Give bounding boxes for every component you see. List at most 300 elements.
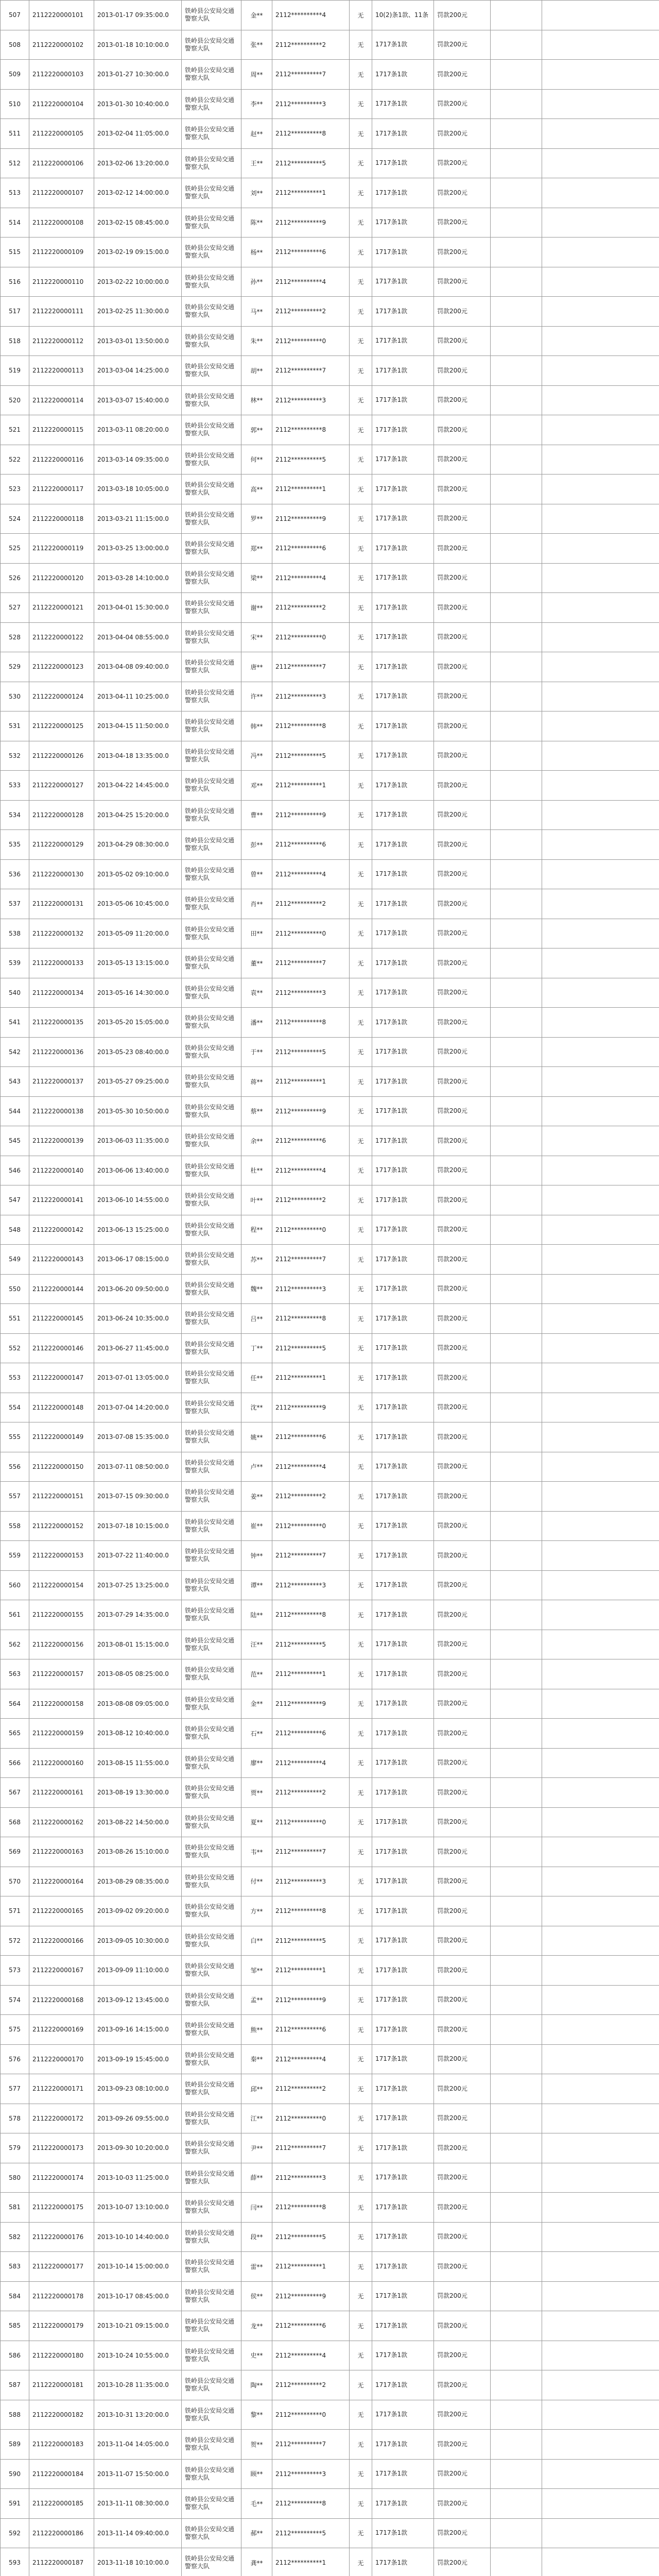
seq-cell: 576 [1,2044,29,2074]
time-cell: 2013-10-03 11:25:00.0 [94,2163,182,2193]
agency-cell: 铁岭县公安局交通警察大队 [182,297,241,327]
extra-cell-2 [542,1926,659,1956]
table-row [1,1778,659,1808]
table-row [1,1156,659,1185]
case-number-cell: 2112220000119 [29,534,94,564]
case-number-cell: 2112220000185 [29,2489,94,2519]
law-article-cell: 1717条1款 [372,1837,434,1867]
extra-cell-1 [491,1541,542,1571]
action-cell: 罚款200元 [434,2518,491,2548]
extra-cell-2 [542,652,659,682]
law-article-cell: 1717条1款 [372,1008,434,1038]
time-cell: 2013-10-07 13:10:00.0 [94,2193,182,2223]
time-cell: 2013-03-01 13:50:00.0 [94,326,182,356]
table-row [1,1393,659,1422]
id-cell: 2112**********0 [272,1215,350,1245]
action-cell: 罚款200元 [434,1748,491,1778]
case-number-cell: 2112220000113 [29,356,94,386]
id-cell: 2112**********2 [272,30,350,60]
action-cell: 罚款200元 [434,1274,491,1304]
name-cell: 高** [241,474,272,504]
action-cell: 罚款200元 [434,1956,491,1986]
certificate-cell: 无 [350,208,372,238]
extra-cell-1 [491,1570,542,1600]
seq-cell: 525 [1,534,29,564]
table-row [1,2163,659,2193]
id-cell: 2112**********7 [272,1837,350,1867]
agency-cell: 铁岭县公安局交通警察大队 [182,1541,241,1571]
table-row [1,356,659,386]
action-cell: 罚款200元 [434,1096,491,1126]
name-cell: 顾** [241,2459,272,2489]
table-row [1,445,659,474]
name-cell: 邓** [241,771,272,801]
action-cell: 罚款200元 [434,297,491,327]
action-cell: 罚款200元 [434,2133,491,2163]
certificate-cell: 无 [350,2133,372,2163]
seq-cell: 577 [1,2074,29,2104]
seq-cell: 508 [1,30,29,60]
agency-cell: 铁岭县公安局交通警察大队 [182,1422,241,1452]
agency-cell: 铁岭县公安局交通警察大队 [182,238,241,267]
name-cell: 姚** [241,1422,272,1452]
case-number-cell: 2112220000136 [29,1037,94,1067]
seq-cell: 554 [1,1393,29,1422]
id-cell: 2112**********5 [272,741,350,771]
table-row [1,1,659,30]
agency-cell: 铁岭县公安局交通警察大队 [182,1363,241,1393]
table-row [1,682,659,711]
table-row [1,652,659,682]
name-cell: 韦** [241,1837,272,1867]
seq-cell: 583 [1,2252,29,2282]
name-cell: 许** [241,682,272,711]
id-cell: 2112**********5 [272,148,350,178]
table-row [1,1956,659,1986]
agency-cell: 铁岭县公安局交通警察大队 [182,1452,241,1482]
time-cell: 2013-03-14 09:35:00.0 [94,445,182,474]
agency-cell: 铁岭县公安局交通警察大队 [182,1245,241,1275]
table-row [1,119,659,149]
case-number-cell: 2112220000144 [29,1274,94,1304]
name-cell: 田** [241,919,272,948]
id-cell: 2112**********3 [272,978,350,1008]
name-cell: 孟** [241,1985,272,2015]
extra-cell-2 [542,178,659,208]
id-cell: 2112**********5 [272,2518,350,2548]
extra-cell-1 [491,1156,542,1185]
case-number-cell: 2112220000147 [29,1363,94,1393]
seq-cell: 540 [1,978,29,1008]
law-article-cell: 1717条1款 [372,1304,434,1334]
table-row [1,2341,659,2370]
law-article-cell: 1717条1款 [372,89,434,119]
extra-cell-2 [542,60,659,90]
seq-cell: 509 [1,60,29,90]
certificate-cell: 无 [350,2489,372,2519]
case-number-cell: 2112220000179 [29,2311,94,2341]
extra-cell-2 [542,711,659,741]
name-cell: 贾** [241,1778,272,1808]
law-article-cell: 1717条1款 [372,2281,434,2311]
seq-cell: 581 [1,2193,29,2223]
extra-cell-2 [542,1393,659,1422]
seq-cell: 578 [1,2104,29,2133]
action-cell: 罚款200元 [434,1867,491,1896]
table-row [1,2370,659,2400]
law-article-cell: 1717条1款 [372,1185,434,1215]
time-cell: 2013-01-18 10:10:00.0 [94,30,182,60]
case-number-cell: 2112220000158 [29,1689,94,1719]
action-cell: 罚款200元 [434,2548,491,2576]
seq-cell: 591 [1,2489,29,2519]
id-cell: 2112**********8 [272,119,350,149]
case-number-cell: 2112220000134 [29,978,94,1008]
extra-cell-2 [542,1837,659,1867]
certificate-cell: 无 [350,919,372,948]
certificate-cell: 无 [350,1956,372,1986]
certificate-cell: 无 [350,830,372,860]
action-cell: 罚款200元 [434,1067,491,1097]
extra-cell-2 [542,919,659,948]
certificate-cell: 无 [350,1274,372,1304]
id-cell: 2112**********8 [272,1008,350,1038]
action-cell: 罚款200元 [434,1037,491,1067]
table-row [1,2044,659,2074]
name-cell: 闫** [241,2193,272,2223]
extra-cell-2 [542,1452,659,1482]
name-cell: 侯** [241,2281,272,2311]
law-article-cell: 1717条1款 [372,1363,434,1393]
case-number-cell: 2112220000109 [29,238,94,267]
seq-cell: 543 [1,1067,29,1097]
certificate-cell: 无 [350,445,372,474]
id-cell: 2112**********1 [272,1956,350,1986]
time-cell: 2013-05-02 09:10:00.0 [94,859,182,889]
case-number-cell: 2112220000155 [29,1600,94,1630]
extra-cell-2 [542,1067,659,1097]
case-number-cell: 2112220000131 [29,889,94,919]
table-row [1,1363,659,1393]
law-article-cell: 1717条1款 [372,30,434,60]
table-row [1,2281,659,2311]
law-article-cell: 1717条1款 [372,474,434,504]
certificate-cell: 无 [350,2193,372,2223]
agency-cell: 铁岭县公安局交通警察大队 [182,1926,241,1956]
id-cell: 2112**********7 [272,2430,350,2460]
extra-cell-2 [542,474,659,504]
agency-cell: 铁岭县公安局交通警察大队 [182,1956,241,1986]
name-cell: 郭** [241,415,272,445]
id-cell: 2112**********2 [272,889,350,919]
agency-cell: 铁岭县公安局交通警察大队 [182,445,241,474]
extra-cell-1 [491,1452,542,1482]
law-article-cell: 1717条1款 [372,2015,434,2045]
law-article-cell: 1717条1款 [372,859,434,889]
name-cell: 姜** [241,1482,272,1512]
id-cell: 2112**********3 [272,1867,350,1896]
action-cell: 罚款200元 [434,1778,491,1808]
extra-cell-2 [542,1215,659,1245]
agency-cell: 铁岭县公安局交通警察大队 [182,2341,241,2370]
seq-cell: 573 [1,1956,29,1986]
seq-cell: 587 [1,2370,29,2400]
extra-cell-1 [491,60,542,90]
seq-cell: 521 [1,415,29,445]
time-cell: 2013-09-19 15:45:00.0 [94,2044,182,2074]
action-cell: 罚款200元 [434,1333,491,1363]
action-cell: 罚款200元 [434,622,491,652]
case-number-cell: 2112220000187 [29,2548,94,2576]
extra-cell-2 [542,2311,659,2341]
name-cell: 冯** [241,741,272,771]
table-row [1,1126,659,1156]
agency-cell: 铁岭县公安局交通警察大队 [182,1837,241,1867]
id-cell: 2112**********6 [272,1126,350,1156]
law-article-cell: 1717条1款 [372,208,434,238]
extra-cell-2 [542,1037,659,1067]
action-cell: 罚款200元 [434,741,491,771]
time-cell: 2013-05-06 10:45:00.0 [94,889,182,919]
extra-cell-1 [491,30,542,60]
name-cell: 曾** [241,859,272,889]
id-cell: 2112**********2 [272,2074,350,2104]
id-cell: 2112**********3 [272,89,350,119]
id-cell: 2112**********8 [272,2193,350,2223]
time-cell: 2013-01-27 10:30:00.0 [94,60,182,90]
seq-cell: 571 [1,1896,29,1926]
certificate-cell: 无 [350,1896,372,1926]
extra-cell-1 [491,1304,542,1334]
time-cell: 2013-08-05 08:25:00.0 [94,1659,182,1689]
agency-cell: 铁岭县公安局交通警察大队 [182,682,241,711]
case-number-cell: 2112220000153 [29,1541,94,1571]
extra-cell-2 [542,1867,659,1896]
case-number-cell: 2112220000120 [29,563,94,593]
extra-cell-2 [542,356,659,386]
time-cell: 2013-08-22 14:50:00.0 [94,1807,182,1837]
name-cell: 熊** [241,2015,272,2045]
action-cell: 罚款200元 [434,2489,491,2519]
name-cell: 周** [241,60,272,90]
action-cell: 罚款200元 [434,1896,491,1926]
action-cell: 罚款200元 [434,2193,491,2223]
certificate-cell: 无 [350,682,372,711]
extra-cell-1 [491,119,542,149]
table-row [1,2518,659,2548]
law-article-cell: 10(2)条1款、11条 [372,1,434,30]
table-row [1,2311,659,2341]
extra-cell-1 [491,1511,542,1541]
action-cell: 罚款200元 [434,1541,491,1571]
action-cell: 罚款200元 [434,1422,491,1452]
case-number-cell: 2112220000186 [29,2518,94,2548]
name-cell: 白** [241,1926,272,1956]
agency-cell: 铁岭县公安局交通警察大队 [182,2370,241,2400]
law-article-cell: 1717条1款 [372,445,434,474]
extra-cell-2 [542,771,659,801]
certificate-cell: 无 [350,2252,372,2282]
extra-cell-1 [491,1630,542,1659]
law-article-cell: 1717条1款 [372,2548,434,2576]
law-article-cell: 1717条1款 [372,119,434,149]
time-cell: 2013-03-18 10:05:00.0 [94,474,182,504]
agency-cell: 铁岭县公安局交通警察大队 [182,1719,241,1749]
extra-cell-2 [542,385,659,415]
law-article-cell: 1717条1款 [372,1393,434,1422]
seq-cell: 510 [1,89,29,119]
law-article-cell: 1717条1款 [372,2370,434,2400]
id-cell: 2112**********9 [272,800,350,830]
agency-cell: 铁岭县公安局交通警察大队 [182,1126,241,1156]
table-row [1,1452,659,1482]
certificate-cell: 无 [350,385,372,415]
extra-cell-2 [542,2222,659,2252]
seq-cell: 542 [1,1037,29,1067]
id-cell: 2112**********7 [272,60,350,90]
law-article-cell: 1717条1款 [372,978,434,1008]
extra-cell-1 [491,2044,542,2074]
law-article-cell: 1717条1款 [372,1570,434,1600]
extra-cell-1 [491,2104,542,2133]
case-number-cell: 2112220000175 [29,2193,94,2223]
time-cell: 2013-06-10 14:55:00.0 [94,1185,182,1215]
case-number-cell: 2112220000156 [29,1630,94,1659]
table-row [1,1304,659,1334]
case-number-cell: 2112220000102 [29,30,94,60]
case-number-cell: 2112220000183 [29,2430,94,2460]
case-number-cell: 2112220000132 [29,919,94,948]
id-cell: 2112**********4 [272,563,350,593]
seq-cell: 588 [1,2400,29,2430]
certificate-cell: 无 [350,1215,372,1245]
agency-cell: 铁岭县公安局交通警察大队 [182,563,241,593]
seq-cell: 530 [1,682,29,711]
extra-cell-2 [542,830,659,860]
extra-cell-2 [542,2015,659,2045]
extra-cell-1 [491,385,542,415]
law-article-cell: 1717条1款 [372,2400,434,2430]
id-cell: 2112**********9 [272,208,350,238]
time-cell: 2013-04-15 11:50:00.0 [94,711,182,741]
time-cell: 2013-08-26 15:10:00.0 [94,1837,182,1867]
action-cell: 罚款200元 [434,1600,491,1630]
seq-cell: 544 [1,1096,29,1126]
name-cell: 丁** [241,1333,272,1363]
law-article-cell: 1717条1款 [372,2252,434,2282]
extra-cell-1 [491,652,542,682]
seq-cell: 590 [1,2459,29,2489]
id-cell: 2112**********0 [272,1511,350,1541]
extra-cell-2 [542,1600,659,1630]
extra-cell-2 [542,415,659,445]
action-cell: 罚款200元 [434,474,491,504]
name-cell: 秦** [241,2044,272,2074]
agency-cell: 铁岭县公安局交通警察大队 [182,1630,241,1659]
agency-cell: 铁岭县公安局交通警察大队 [182,2489,241,2519]
extra-cell-2 [542,1008,659,1038]
seq-cell: 574 [1,1985,29,2015]
id-cell: 2112**********6 [272,1422,350,1452]
name-cell: 廖** [241,1748,272,1778]
extra-cell-2 [542,1511,659,1541]
extra-cell-1 [491,238,542,267]
action-cell: 罚款200元 [434,2311,491,2341]
name-cell: 程** [241,1215,272,1245]
extra-cell-2 [542,2281,659,2311]
name-cell: 石** [241,1719,272,1749]
seq-cell: 551 [1,1304,29,1334]
name-cell: 夏** [241,1807,272,1837]
id-cell: 2112**********2 [272,297,350,327]
action-cell: 罚款200元 [434,593,491,623]
seq-cell: 549 [1,1245,29,1275]
action-cell: 罚款200元 [434,1452,491,1482]
agency-cell: 铁岭县公安局交通警察大队 [182,1482,241,1512]
time-cell: 2013-10-17 08:45:00.0 [94,2281,182,2311]
extra-cell-2 [542,297,659,327]
extra-cell-1 [491,534,542,564]
law-article-cell: 1717条1款 [372,267,434,297]
certificate-cell: 无 [350,1304,372,1334]
certificate-cell: 无 [350,1719,372,1749]
action-cell: 罚款200元 [434,859,491,889]
id-cell: 2112**********7 [272,1245,350,1275]
extra-cell-1 [491,208,542,238]
case-number-cell: 2112220000122 [29,622,94,652]
law-article-cell: 1717条1款 [372,2133,434,2163]
table-row [1,1422,659,1452]
action-cell: 罚款200元 [434,238,491,267]
case-number-cell: 2112220000117 [29,474,94,504]
name-cell: 潘** [241,1008,272,1038]
extra-cell-2 [542,1630,659,1659]
case-number-cell: 2112220000130 [29,859,94,889]
extra-cell-2 [542,1126,659,1156]
name-cell: 谢** [241,593,272,623]
certificate-cell: 无 [350,1037,372,1067]
agency-cell: 铁岭县公安局交通警察大队 [182,741,241,771]
table-row [1,415,659,445]
extra-cell-1 [491,2133,542,2163]
agency-cell: 铁岭县公安局交通警察大队 [182,2133,241,2163]
agency-cell: 铁岭县公安局交通警察大队 [182,1867,241,1896]
seq-cell: 564 [1,1689,29,1719]
id-cell: 2112**********1 [272,1659,350,1689]
extra-cell-1 [491,1333,542,1363]
table-row [1,919,659,948]
certificate-cell: 无 [350,2163,372,2193]
id-cell: 2112**********3 [272,385,350,415]
table-row [1,238,659,267]
time-cell: 2013-05-09 11:20:00.0 [94,919,182,948]
name-cell: 杜** [241,1156,272,1185]
action-cell: 罚款200元 [434,711,491,741]
extra-cell-2 [542,2459,659,2489]
agency-cell: 铁岭县公安局交通警察大队 [182,2104,241,2133]
time-cell: 2013-03-04 14:25:00.0 [94,356,182,386]
id-cell: 2112**********2 [272,1185,350,1215]
seq-cell: 541 [1,1008,29,1038]
extra-cell-2 [542,1274,659,1304]
seq-cell: 558 [1,1511,29,1541]
law-article-cell: 1717条1款 [372,1245,434,1275]
law-article-cell: 1717条1款 [372,2222,434,2252]
action-cell: 罚款200元 [434,326,491,356]
extra-cell-2 [542,1422,659,1452]
law-article-cell: 1717条1款 [372,1274,434,1304]
time-cell: 2013-03-28 14:10:00.0 [94,563,182,593]
